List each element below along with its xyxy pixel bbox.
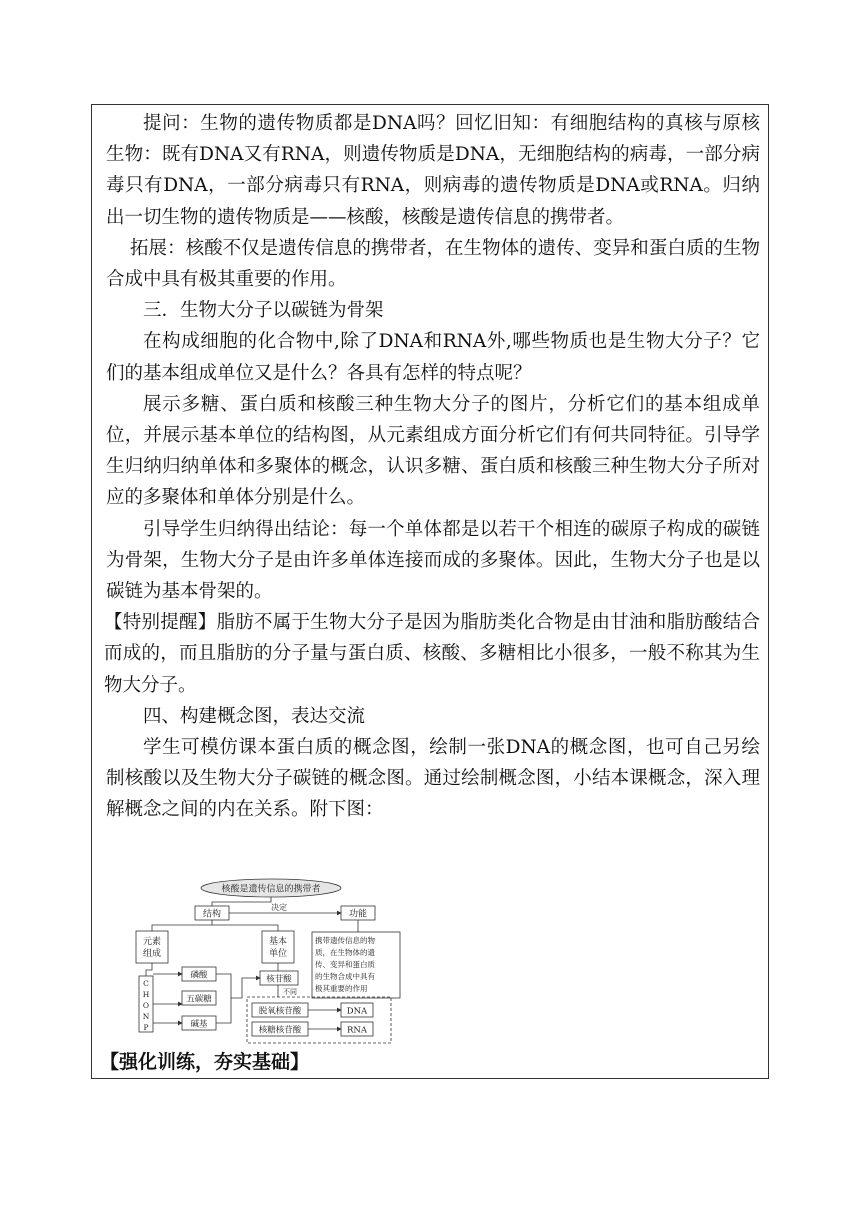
paragraph-display: 展示多糖、蛋白质和核酸三种生物大分子的图片，分析它们的基本组成单位，并展示基本单位的结构图，从元素组成方面分析它们有何共同特征。引导学生归纳归纳单体和多聚体的概念，认识多糖、蛋白质和核酸三种生物大分子所对应的多聚体和单体分别是什么。 [106, 393, 760, 509]
lesson-content [106, 108, 760, 826]
element-c: C [143, 979, 149, 988]
elements-label-2: 组成 [142, 949, 162, 959]
ribo-label: 核糖核苷酸 [258, 1025, 302, 1036]
elements-label-1: 元素 [142, 937, 162, 947]
concept-map-diagram [131, 876, 401, 1046]
element-h: H [142, 990, 150, 999]
paragraph-question: 提问：生物的遗传物质都是DNA吗？回忆旧知：有细胞结构的真核与原核生物：既有DNA又有RNA，则遗传物质是DNA，无细胞结构的病毒，一部分病毒只有DNA，一部分病毒只有RNA，则病毒的遗传物质是DNA或RNA。归纳出一切生物的遗传物质是——核酸，核酸是遗传信息的携带者。 [106, 113, 760, 228]
deoxy-label: 脱氧核苷酸 [258, 1006, 302, 1017]
dna-label: DNA [346, 1006, 368, 1017]
paragraph-special-reminder: 【特别提醒】脂肪不属于生物大分子是因为脂肪类化合物是由甘油和脂肪酸结合而成的，而且脂肪的分子量与蛋白质、核酸、多糖相比小很多，一般不称其为生物大分子。 [104, 612, 760, 696]
different-label: 不同 [283, 988, 297, 996]
paragraph-macromolecules-question: 在构成细胞的化合物中,除了DNA和RNA外,哪些物质也是生物大分子？它们的基本组成单位又是什么？各具有怎样的特点呢？ [106, 331, 760, 384]
heading-section-three: 三．生物大分子以碳链为骨架 [143, 300, 384, 322]
nucleotide-label: 核苷酸 [266, 974, 292, 985]
element-o: O [142, 1001, 150, 1010]
unit-label-1: 基本 [268, 937, 288, 947]
paragraph-conclusion: 引导学生归纳得出结论：每一个单体都是以若干个相连的碳原子构成的碳链为骨架，生物大分子是由许多单体连接而成的多聚体。因此，生物大分子也是以碳链为基本骨架的。 [106, 518, 760, 603]
unit-label-2: 单位 [268, 949, 288, 959]
element-p: P [143, 1023, 149, 1032]
structure-label: 结构 [202, 909, 222, 920]
pentose-label: 五碳糖 [186, 994, 212, 1005]
function-label: 功能 [348, 909, 368, 920]
function-desc-line-2: 质，在生物体的遗 [315, 948, 375, 957]
paragraph-concept-map: 学生可模仿课本蛋白质的概念图，绘制一张DNA的概念图，也可自己另绘制核酸以及生物大分子碳链的概念图。通过绘制概念图，小结本课概念，深入理解概念之间的内在关系。附下图： [106, 737, 760, 821]
section-title-reinforcement: 【强化训练，夯实基础】 [100, 1051, 310, 1073]
function-desc-line-5: 极其重要的作用 [315, 984, 368, 993]
base-label: 碱基 [190, 1019, 208, 1030]
root-label: 核酸是遗传信息的携带者 [221, 884, 321, 895]
function-desc-line-4: 的生物合成中具有 [315, 972, 375, 981]
element-n: N [142, 1012, 150, 1021]
rna-label: RNA [347, 1025, 367, 1036]
paragraph-extension: 拓展：核酸不仅是遗传信息的携带者，在生物体的遗传、变异和蛋白质的生物合成中具有极其重要的作用。 [106, 237, 760, 291]
function-desc-line-1: 携带遗传信息的物 [315, 936, 375, 945]
heading-section-four: 四、构建概念图，表达交流 [143, 705, 366, 727]
phosphate-label: 磷酸 [190, 970, 208, 981]
determines-label: 决定 [271, 903, 287, 912]
function-desc-line-3: 传、变异和蛋白质 [315, 960, 375, 969]
